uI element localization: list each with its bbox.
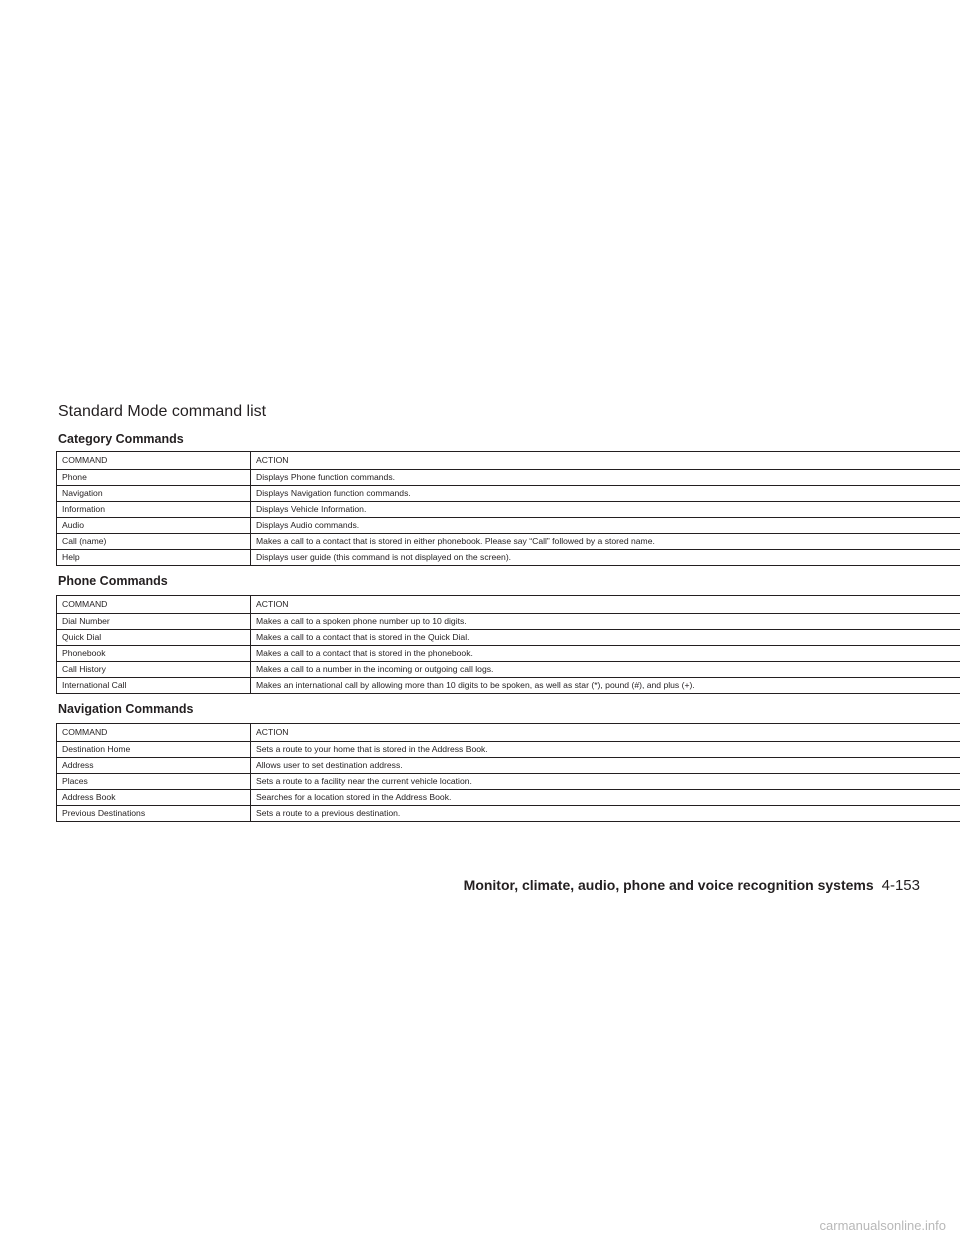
page-number: 4-153 <box>881 877 920 894</box>
category-commands-heading: Category Commands <box>58 432 184 446</box>
table-header-row <box>57 724 960 742</box>
action-cell: Displays Vehicle Information. <box>251 502 960 518</box>
table-row <box>57 774 960 790</box>
command-cell: Dial Number <box>57 614 251 630</box>
table-row <box>57 518 960 534</box>
command-cell: Call (name) <box>57 534 251 550</box>
phone-commands-heading: Phone Commands <box>58 574 168 588</box>
table-row <box>57 678 960 694</box>
command-cell: Quick Dial <box>57 630 251 646</box>
command-cell: Call History <box>57 662 251 678</box>
command-cell: Address <box>57 758 251 774</box>
action-cell: Makes an international call by allowing more than 10 digits to be spoken, as well as star (*), pound (#), and plus (+). <box>251 678 960 694</box>
section-title: Standard Mode command list <box>58 403 267 420</box>
command-cell: Previous Destinations <box>57 806 251 822</box>
chapter-title: Monitor, climate, audio, phone and voice recognition systems <box>463 877 874 893</box>
command-cell: Phone <box>57 470 251 486</box>
table-row <box>57 806 960 822</box>
command-cell: Phonebook <box>57 646 251 662</box>
action-cell: Makes a call to a contact that is stored in the phonebook. <box>251 646 960 662</box>
table-row <box>57 790 960 806</box>
action-cell: Sets a route to a previous destination. <box>251 806 960 822</box>
command-cell: International Call <box>57 678 251 694</box>
table-row <box>57 470 960 486</box>
column-header-action: ACTION <box>251 452 960 470</box>
column-header-action: ACTION <box>251 724 960 742</box>
table-row <box>57 662 960 678</box>
action-cell: Displays Audio commands. <box>251 518 960 534</box>
navigation-commands-table <box>56 723 960 822</box>
command-cell: Destination Home <box>57 742 251 758</box>
action-cell: Searches for a location stored in the Address Book. <box>251 790 960 806</box>
table-row <box>57 758 960 774</box>
category-commands-table <box>56 451 960 566</box>
action-cell: Makes a call to a spoken phone number up to 10 digits. <box>251 614 960 630</box>
page-footer <box>464 877 920 894</box>
action-cell: Makes a call to a contact that is stored in the Quick Dial. <box>251 630 960 646</box>
navigation-commands-heading: Navigation Commands <box>58 702 194 716</box>
column-header-action: ACTION <box>251 596 960 614</box>
table-row <box>57 630 960 646</box>
action-cell: Displays user guide (this command is not displayed on the screen). <box>251 550 960 566</box>
table-row <box>57 502 960 518</box>
action-cell: Allows user to set destination address. <box>251 758 960 774</box>
table-row <box>57 614 960 630</box>
table-row <box>57 742 960 758</box>
column-header-command: COMMAND <box>57 452 251 470</box>
table-row <box>57 646 960 662</box>
table-row <box>57 550 960 566</box>
action-cell: Displays Phone function commands. <box>251 470 960 486</box>
action-cell: Makes a call to a contact that is stored in either phonebook. Please say “Call” followed by a stored name. <box>251 534 960 550</box>
table-header-row <box>57 596 960 614</box>
table-header-row <box>57 452 960 470</box>
command-cell: Help <box>57 550 251 566</box>
action-cell: Displays Navigation function commands. <box>251 486 960 502</box>
command-cell: Navigation <box>57 486 251 502</box>
command-cell: Address Book <box>57 790 251 806</box>
action-cell: Makes a call to a number in the incoming or outgoing call logs. <box>251 662 960 678</box>
phone-commands-table <box>56 595 960 694</box>
table-row <box>57 486 960 502</box>
column-header-command: COMMAND <box>57 724 251 742</box>
column-header-command: COMMAND <box>57 596 251 614</box>
watermark: carmanualsonline.info <box>819 1218 946 1233</box>
command-cell: Audio <box>57 518 251 534</box>
command-cell: Places <box>57 774 251 790</box>
table-row <box>57 534 960 550</box>
command-cell: Information <box>57 502 251 518</box>
action-cell: Sets a route to your home that is stored in the Address Book. <box>251 742 960 758</box>
action-cell: Sets a route to a facility near the current vehicle location. <box>251 774 960 790</box>
